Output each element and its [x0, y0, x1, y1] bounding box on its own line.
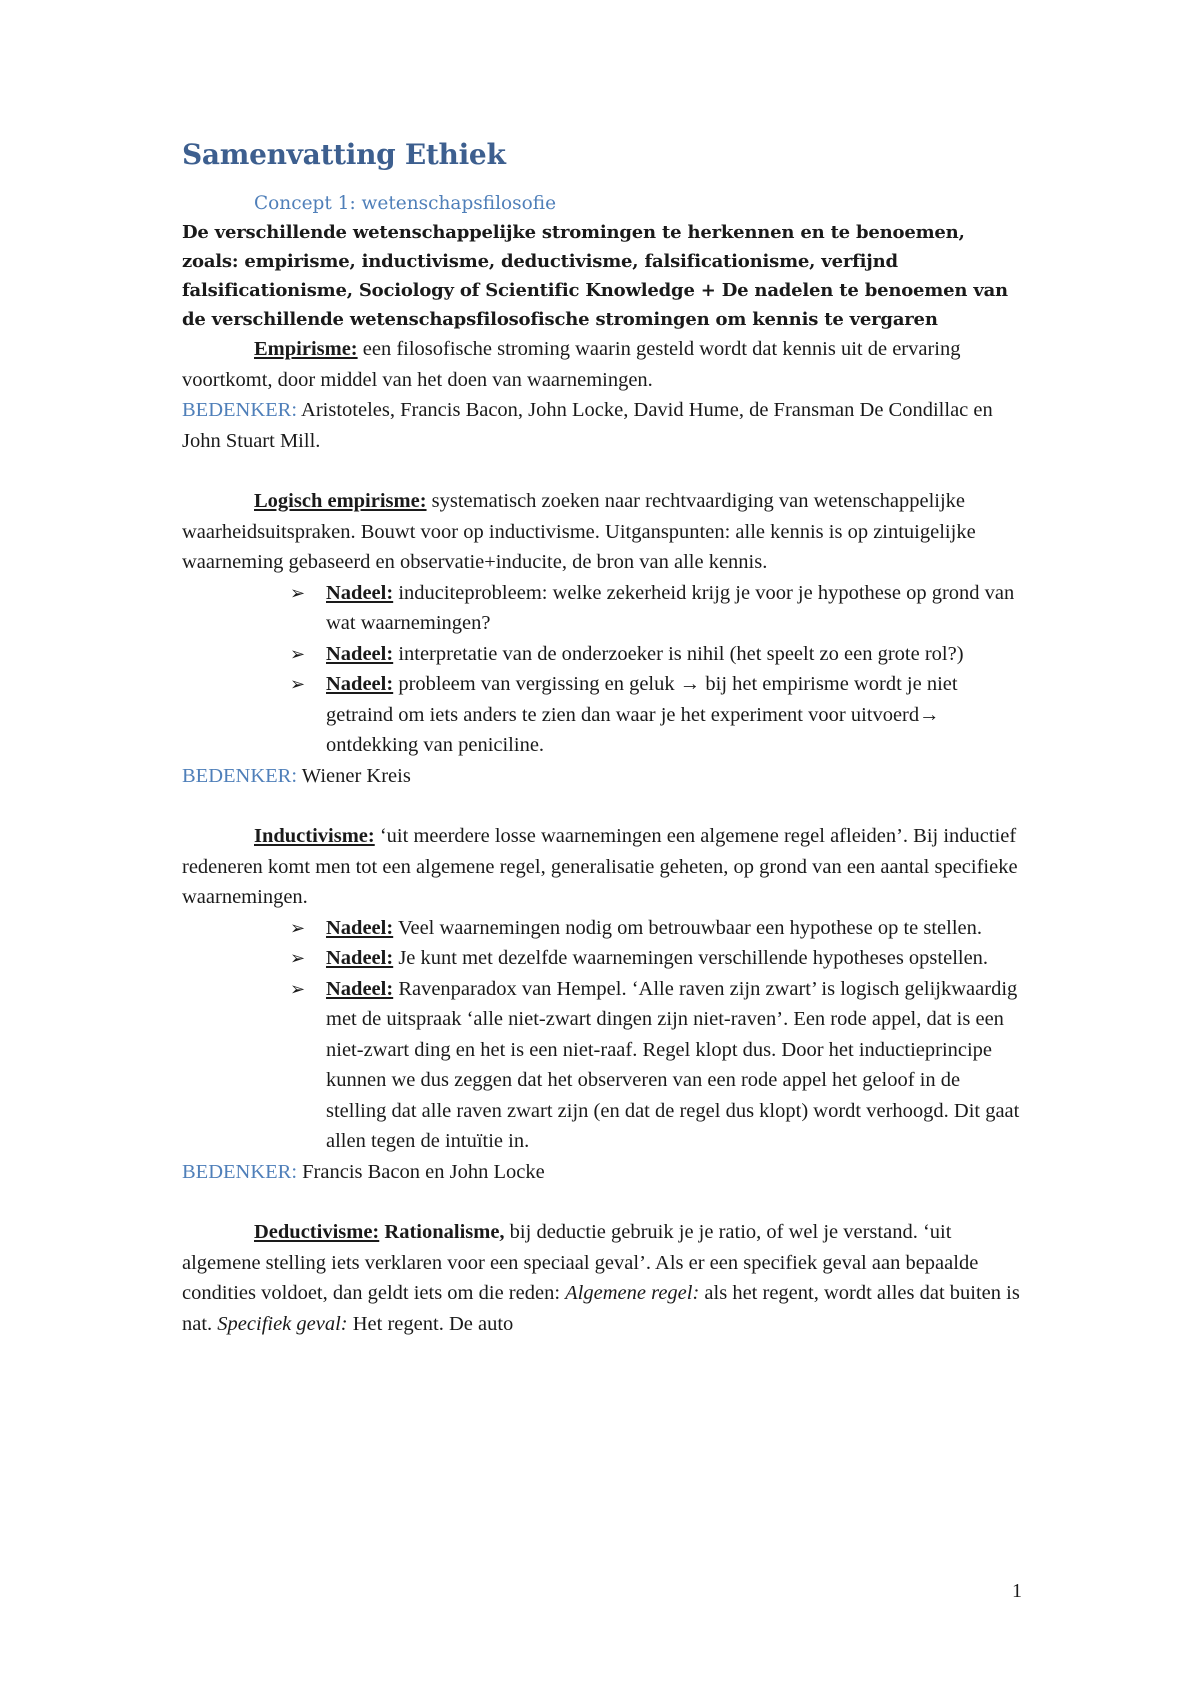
empirisme-bedenker	[182, 395, 1022, 456]
logisch-empirisme-paragraph	[182, 486, 1022, 578]
bedenker-names: Francis Bacon en John Locke	[297, 1160, 545, 1183]
list-item	[290, 669, 1022, 761]
empirisme-text: een filosofische stroming waarin gesteld wordt dat kennis uit de ervaring voortkomt, door middel van het doen van waarnemingen.	[182, 338, 961, 391]
bedenker-label: BEDENKER:	[182, 1160, 298, 1183]
nadeel-text: Veel waarnemingen nodig om betrouwbaar een hypothese op te stellen.	[393, 916, 983, 939]
concept-heading: Concept 1: wetenschapsfilosofie	[254, 193, 557, 214]
inductivisme-text: ‘uit meerdere losse waarnemingen een algemene regel afleiden’. Bij inductief redeneren komt men tot een algemene regel, generalisatie geheten, op grond van een aantal specifieke waarnemingen.	[182, 825, 1018, 908]
logisch-nadelen-list	[182, 578, 1022, 761]
page-number: 1	[1012, 1580, 1022, 1602]
arrowhead-bullet-icon: ➢	[290, 582, 306, 603]
deductivisme-text: Het regent. De auto	[347, 1312, 514, 1335]
nadeel-text: bij het empirisme wordt je niet getraind om iets anders te zien dan waar je het experiment voor uitvoerd	[326, 673, 958, 726]
rationalisme-text: Rationalisme,	[379, 1221, 505, 1243]
right-arrow-icon: →	[679, 673, 701, 695]
nadeel-label: Nadeel:	[326, 642, 394, 665]
arrowhead-bullet-icon: ➢	[290, 917, 306, 938]
learning-goal: De verschillende wetenschappelijke stromingen te herkennen en te benoemen, zoals: empirisme, inductivisme, deductivisme, falsificationisme, verfijnd falsificationisme, Sociology of Scientific Knowledge + De nadelen te benoemen van de verschillende wetenschapsfilosofische stromingen om kennis te vergaren	[182, 222, 1008, 330]
nadeel-text: ontdekking van peniciline.	[326, 734, 545, 756]
right-arrow-icon: →	[919, 703, 940, 726]
nadeel-label: Nadeel:	[326, 977, 394, 1000]
nadeel-text: interpretatie van de onderzoeker is nihil (het speelt zo een grote rol?)	[393, 642, 964, 665]
arrowhead-bullet-icon: ➢	[290, 948, 306, 968]
nadeel-text: probleem van vergissing en geluk	[393, 673, 680, 695]
list-item	[290, 913, 1022, 944]
inductivisme-term: Inductivisme:	[254, 825, 375, 847]
inductivisme-paragraph	[182, 821, 1022, 913]
deductivisme-text: als het regent, wordt alles dat buiten is nat.	[182, 1282, 1020, 1335]
logisch-empirisme-text: systematisch zoeken naar rechtvaardiging van wetenschappelijke waarheidsuitspraken. Bouwt voor op inductivisme. Uitganspunten: alle kennis is op zintuigelijke waarneming gebaseerd en observatie+inducite, de bron van alle kennis.	[182, 490, 976, 573]
nadeel-label: Nadeel:	[326, 916, 394, 939]
nadeel-label: Nadeel:	[326, 673, 394, 695]
nadeel-text: Je kunt met dezelfde waarnemingen verschillende hypotheses opstellen.	[393, 947, 989, 969]
nadeel-text: Ravenparadox van Hempel. ‘Alle raven zijn zwart’ is logisch gelijkwaardig met de uitspraak ‘alle niet-zwart dingen zijn niet-raven’. Een rode appel, dat is een niet-zwart ding en het is een niet-raaf. Regel klopt dus. Door het inductieprincipe kunnen we dus zeggen dat het observeren van een rode appel het geloof in de stelling dat alle raven zwart zijn (en dat de regel dus klopt) wordt verhoogd. Dit gaat allen tegen de intuïtie in.	[326, 977, 1020, 1152]
deductivisme-text: bij deductie gebruik je je ratio, of wel je verstand. ‘uit algemene stelling iets verklaren voor een speciaal geval’. Als er een specifiek geval aan bepaalde condities voldoet, dan geldt iets om die reden:	[182, 1221, 979, 1304]
empirisme-paragraph	[182, 334, 1022, 395]
nadeel-label: Nadeel:	[326, 581, 394, 604]
bedenker-label: BEDENKER:	[182, 764, 298, 787]
inductivisme-bedenker	[182, 1157, 1022, 1188]
document-title: Samenvatting Ethiek	[182, 138, 506, 171]
inductivisme-nadelen-list	[182, 913, 1022, 1157]
logisch-bedenker	[182, 761, 1022, 792]
empirisme-term: Empirisme:	[254, 338, 358, 360]
list-item	[290, 639, 1022, 670]
logisch-empirisme-term: Logisch empirisme:	[254, 490, 427, 512]
document-page	[182, 138, 1022, 1339]
arrowhead-bullet-icon: ➢	[290, 674, 306, 694]
algemene-regel-label: Algemene regel:	[565, 1282, 700, 1304]
deductivisme-term: Deductivisme:	[254, 1221, 380, 1243]
specifiek-geval-label: Specifiek geval:	[217, 1312, 348, 1335]
list-item	[290, 578, 1022, 639]
bedenker-label: BEDENKER:	[182, 399, 298, 421]
arrowhead-bullet-icon: ➢	[290, 643, 306, 664]
nadeel-label: Nadeel:	[326, 947, 394, 969]
list-item	[290, 943, 1022, 974]
arrowhead-bullet-icon: ➢	[290, 978, 306, 999]
deductivisme-paragraph	[182, 1217, 1022, 1339]
list-item	[290, 974, 1022, 1157]
bedenker-names: Aristoteles, Francis Bacon, John Locke, David Hume, de Fransman De Condillac en John Stuart Mill.	[182, 399, 993, 452]
nadeel-text: induciteprobleem: welke zekerheid krijg je voor je hypothese op grond van wat waarnemingen?	[326, 581, 1015, 634]
bedenker-names: Wiener Kreis	[297, 764, 411, 787]
